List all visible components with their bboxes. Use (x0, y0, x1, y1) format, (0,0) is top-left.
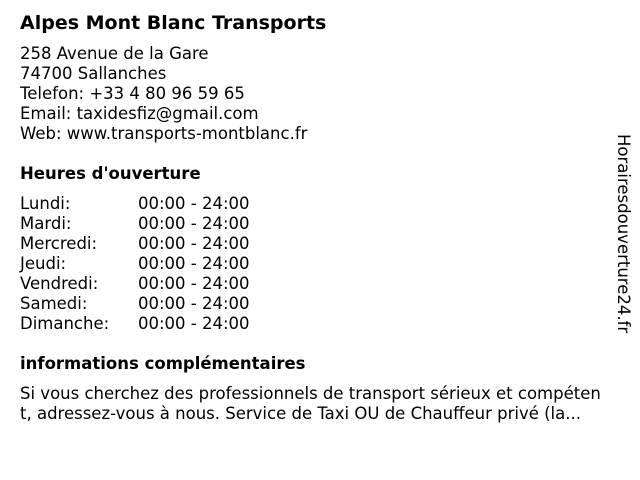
opening-hours-heading: Heures d'ouverture (20, 164, 201, 183)
site-watermark: Horairesdouverture24.fr (614, 134, 633, 334)
business-name: Alpes Mont Blanc Transports (20, 12, 327, 34)
info-line-1: Si vous cherchez des professionnels de transport sérieux et compéten (20, 384, 601, 403)
day-label: Samedi: (20, 294, 88, 313)
additional-info-heading: informations complémentaires (20, 354, 306, 373)
info-line-2: t, adressez-vous à nous. Service de Taxi OU de Chauffeur privé (la... (20, 404, 581, 423)
time-range: 00:00 - 24:00 (138, 194, 250, 213)
day-label: Lundi: (20, 194, 71, 213)
day-label: Jeudi: (20, 254, 67, 273)
address-city: 74700 Sallanches (20, 64, 167, 83)
phone-line: Telefon: +33 4 80 96 59 65 (20, 84, 245, 103)
day-label: Mardi: (20, 214, 72, 233)
time-range: 00:00 - 24:00 (138, 254, 250, 273)
time-range: 00:00 - 24:00 (138, 294, 250, 313)
day-label: Dimanche: (20, 314, 110, 333)
additional-info-text (20, 384, 640, 424)
time-range: 00:00 - 24:00 (138, 214, 250, 233)
day-label: Vendredi: (20, 274, 99, 293)
time-range: 00:00 - 24:00 (138, 274, 250, 293)
time-range: 00:00 - 24:00 (138, 314, 250, 333)
day-label: Mercredi: (20, 234, 98, 253)
address-street: 258 Avenue de la Gare (20, 44, 209, 63)
email-line: Email: taxidesfiz@gmail.com (20, 104, 259, 123)
contact-block (20, 44, 307, 144)
web-line: Web: www.transports-montblanc.fr (20, 124, 308, 143)
time-range: 00:00 - 24:00 (138, 234, 250, 253)
